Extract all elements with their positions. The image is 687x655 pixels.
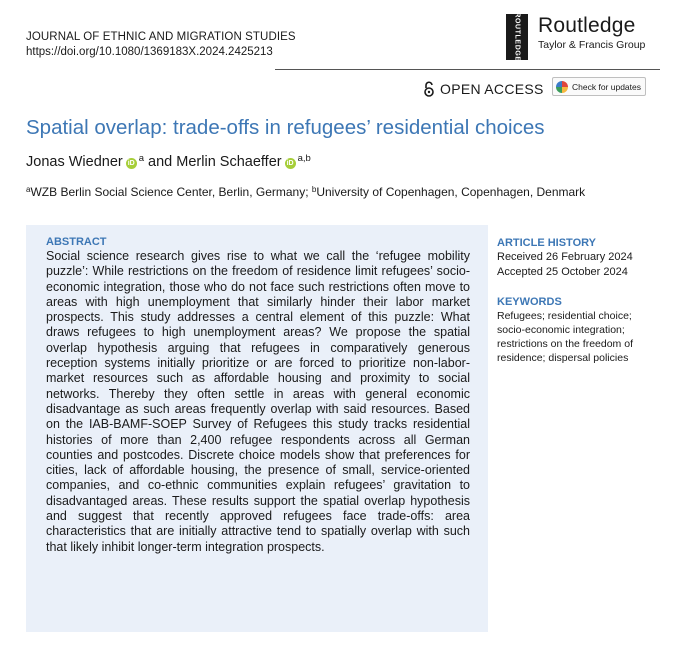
publisher-sub: Taylor & Francis Group [538,39,646,51]
routledge-mark-text: ROUTLEDGE [513,12,521,62]
orcid-icon[interactable]: iD [127,160,135,167]
affil-text: University of Copenhagen, Copenhagen, Denmark [316,185,586,199]
article-history [497,236,657,279]
abstract-heading: ABSTRACT [46,236,107,248]
affil-mark: a [26,185,31,194]
author-affil-mark: a [138,153,145,164]
affil-text: WZB Berlin Social Science Center, Berlin, Germany; [30,185,312,199]
received-date: Received 26 February 2024 [497,251,633,263]
orcid-icon[interactable]: iD [286,160,294,167]
publisher-brand: Routledge [538,14,636,37]
accepted-date: Accepted 25 October 2024 [497,265,628,278]
check-updates-label: Check for updates [572,81,641,92]
publisher-text [538,14,645,51]
affil-mark: b [311,185,317,194]
doi-link[interactable]: https://doi.org/10.1080/1369183X.2024.2425213 [26,46,273,58]
open-lock-icon [423,81,435,97]
journal-name: JOURNAL OF ETHNIC AND MIGRATION STUDIES [26,31,296,43]
check-updates-button[interactable] [552,77,646,96]
crossmark-icon [556,81,568,93]
journal-header [26,30,296,60]
open-access-badge [423,81,544,97]
article-history-heading: ARTICLE HISTORY [497,237,597,249]
header-divider [275,69,660,70]
author-list [26,153,311,170]
affiliations [26,185,585,199]
keywords-text: Refugees; residential choice; socio-economic integration; restrictions on the freedom of residence; dispersal policies [497,310,633,364]
open-access-label: OPEN ACCESS [440,81,544,97]
keywords-heading: KEYWORDS [497,296,562,308]
routledge-mark [506,14,528,60]
author-name[interactable]: Jonas Wiedner [26,154,123,170]
article-title: Spatial overlap: trade-offs in refugees’ residential choices [26,116,545,139]
keywords [497,295,657,365]
author-name[interactable]: Merlin Schaeffer [176,154,282,170]
author-joiner: and [148,154,173,170]
publisher-logo [506,14,645,60]
abstract-text: Social science research gives rise to what we call the ‘refugee mobility puzzle’: While restrictions on the freedom of residence limit refugees’ socio-economic integration, those who do not face such restrictions often move to areas with high unemployment that similarly hinder their labor market prospects. This study addresses a central element of this puzzle: What draws refugees to high unemployment areas? We propose the spatial overlap hypothesis arguing that refugees in comparatively generous reception systems initially prioritize or are forced to prioritize non-labor-market resources such as affordable housing and proximity to social networks. Thereby they often settle in areas with general economic disadvantage as such areas frequently overlap with said resources. Based on the IAB-BAMF-SOEP Survey of Refugees this study tracks residential histories of more than 2,400 refugee respondents across all German counties and postcodes. Discrete choice models show that preferences for cities, lack of affordable housing, the presence of small, service-oriented companies, and co-ethnic communities explain refugees’ gravitation to disadvantaged areas. These results support the spatial overlap hypothesis and suggest that recently approved refugees face trade-offs: area characteristics that are initially attractive tend to spatially overlap with such that likely inhibit longer-term integration prospects. [46,249,470,554]
author-affil-mark: a,b [297,153,311,164]
